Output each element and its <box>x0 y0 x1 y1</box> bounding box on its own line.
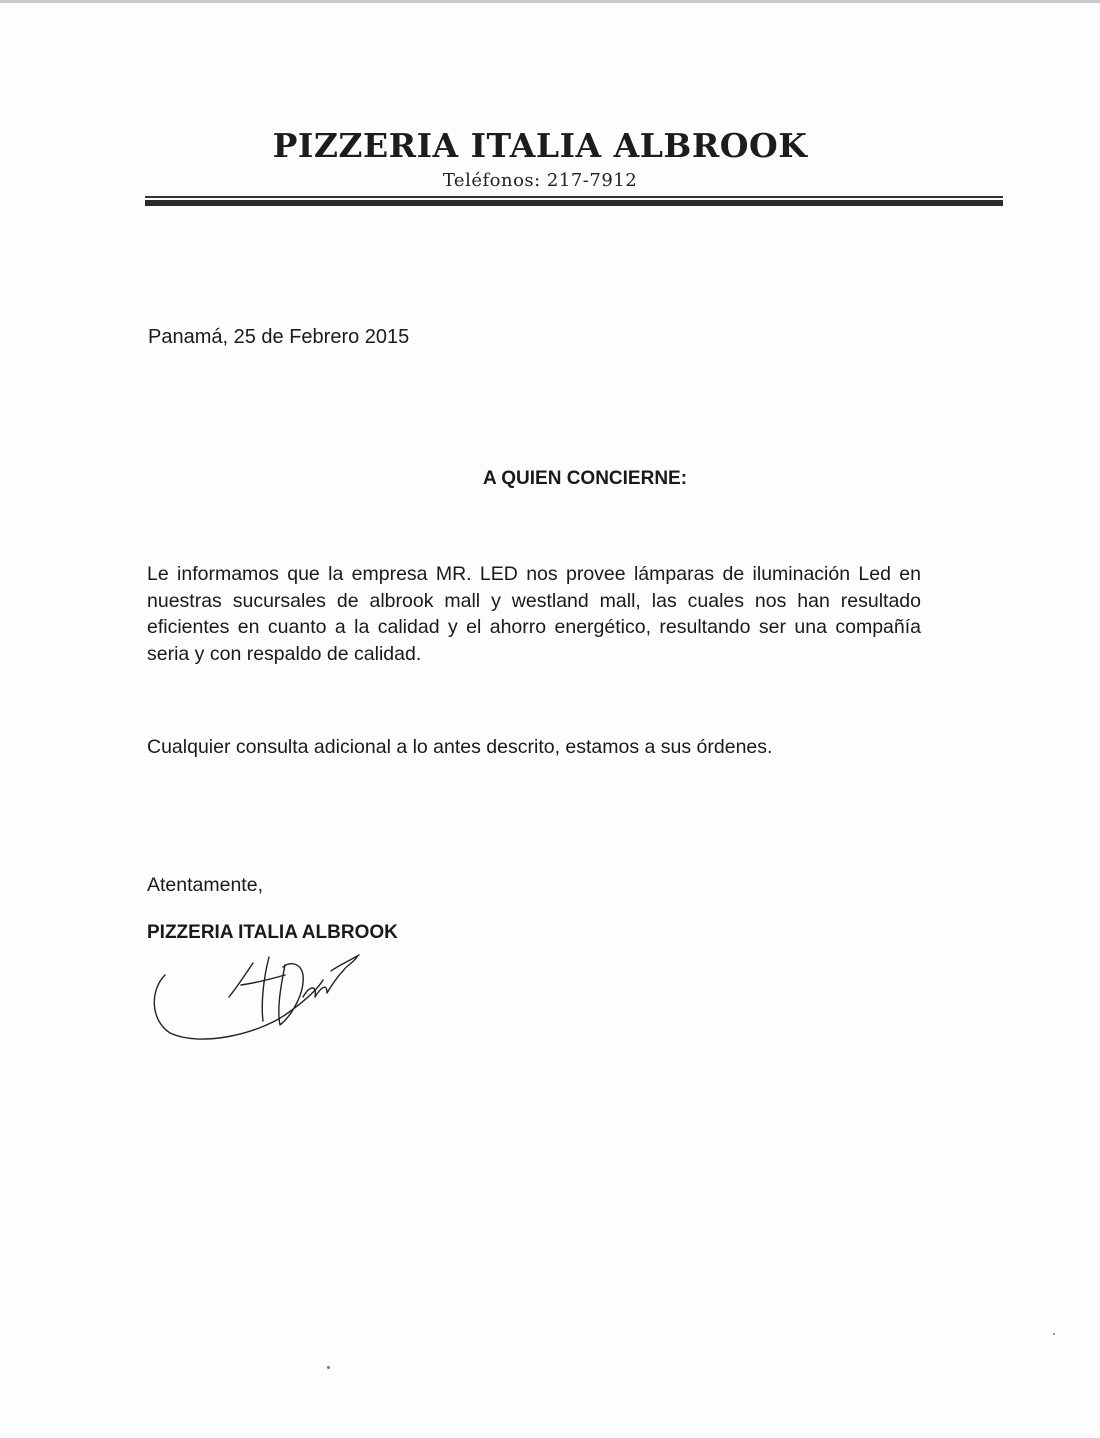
handwritten-signature <box>145 935 385 1050</box>
letterhead-company-name: PIZZERIA ITALIA ALBROOK <box>272 126 808 165</box>
letterhead-rule-thick <box>145 200 1003 206</box>
letter-salutation: A QUIEN CONCIERNE: <box>482 468 688 489</box>
scan-speck <box>327 1366 330 1369</box>
letter-closing-paragraph: Cualquier consulta adicional a lo antes descrito, estamos a sus órdenes. <box>147 736 773 758</box>
scan-speck <box>1053 1333 1055 1335</box>
letterhead-phone: Teléfonos: 217-7912 <box>442 170 638 191</box>
letter-signer-name: PIZZERIA ITALIA ALBROOK <box>147 922 398 943</box>
letter-date: Panamá, 25 de Febrero 2015 <box>148 326 410 348</box>
letterhead-rule-thin <box>145 196 1003 198</box>
letter-body-paragraph: Le informamos que la empresa MR. LED nos provee lámparas de iluminación Led en nuestras sucursales de albrook mall y westland mall, las cuales nos han resultado eficientes en cuanto a la calidad y el ahorro energético, resultando ser una compañía seria y con respaldo de calidad. <box>147 563 921 665</box>
letter-valediction: Atentamente, <box>147 874 263 896</box>
scan-edge <box>0 0 1100 3</box>
